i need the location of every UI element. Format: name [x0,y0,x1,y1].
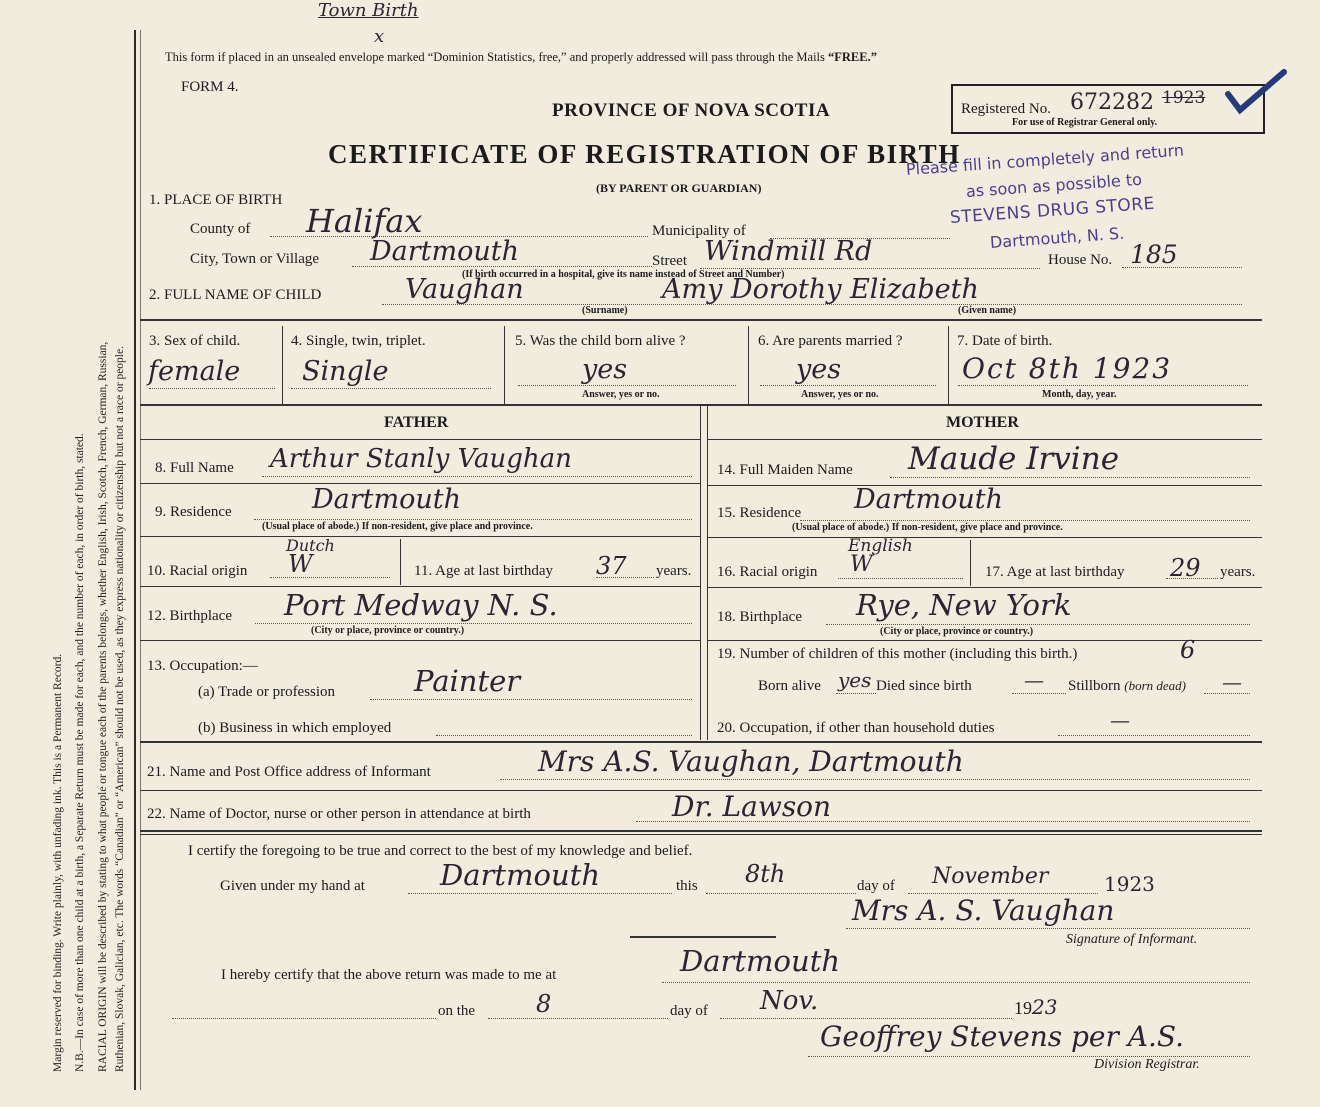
checkmark-icon [1222,66,1292,116]
mother-race-value: W [850,552,873,577]
mother-race-label: 16. Racial origin [717,564,818,580]
binding-margin-line-inner [140,30,141,1090]
registrar-signature-label: Division Registrar. [1094,1057,1200,1072]
county-value: Halifax [306,202,423,240]
father-birthplace-line [255,623,692,624]
street-label: Street [652,253,687,269]
registrar-place-value: Dartmouth [680,944,841,978]
margin-note-racial-origin-cont: Ruthenian, Slovak, Galician, etc. The words “Canadian” or “American” should not be used, as they express nationality or citizenship but not a race or people. [114,346,126,1072]
parents-center-divider-2 [707,406,708,740]
informant-signature-line [846,928,1250,929]
married-line [760,385,936,386]
sex-value: female [148,356,241,387]
father-residence-value: Dartmouth [312,484,461,515]
city-value: Dartmouth [370,236,519,267]
father-name-label: 8. Full Name [155,460,234,476]
date-of-birth-note: Month, day, year. [1042,389,1117,400]
registrar-signature: Geoffrey Stevens per A.S. [820,1020,1184,1053]
father-birthplace-value: Port Medway N. S. [284,588,558,622]
father-trade-line [370,699,692,700]
died-since-birth-label: Died since birth [876,678,972,694]
father-heading-rule [140,439,700,440]
mother-age-value: 29 [1170,554,1201,582]
street-value: Windmill Rd [704,236,873,267]
father-birthplace-note: (City or place, province or country.) [311,625,465,636]
mother-residence-label: 15. Residence [717,505,802,521]
father-birthplace-label: 12. Birthplace [147,608,232,624]
registered-number: 672282 [1070,90,1154,115]
born-alive-count-line [836,693,876,694]
mother-race-line [838,578,963,579]
father-residence-rule [140,536,700,537]
died-since-birth-line [1012,693,1066,694]
informant-signature-label: Signature of Informant. [1066,932,1198,947]
mother-birthplace-line [826,624,1250,625]
mother-children-label: 19. Number of children of this mother (including this birth.) [717,646,1078,662]
certificate-title: CERTIFICATE OF REGISTRATION OF BIRTH [328,139,961,169]
child-surname: Vaughan [405,274,524,305]
place-of-birth-heading: 1. PLACE OF BIRTH [149,192,283,208]
informant-value: Mrs A.S. Vaughan, Dartmouth [538,745,964,778]
rule-above-row3 [140,319,1262,321]
doctor-value: Dr. Lawson [672,790,832,823]
registrar-month-value: Nov. [760,986,819,1016]
single-label: 4. Single, twin, triplet. [291,333,426,349]
municipality-label: Municipality of [652,223,746,239]
mother-birthplace-value: Rye, New York [856,588,1072,622]
mother-race-divider [970,540,971,586]
margin-note-racial-origin: RACIAL ORIGIN will be described by stating to what people or tongue each of the parents belongs, whether English, Irish, Scotch, French, German, Russian, [97,341,109,1072]
county-label: County of [190,221,251,237]
date-of-birth-line [958,385,1248,386]
married-answer: yes [796,354,842,385]
hospital-note: (If birth occurred in a hospital, give its name instead of Street and Number) [462,269,785,280]
father-race-above: Dutch [286,536,335,555]
registrar-day-value: 8 [536,990,552,1018]
mother-birthplace-rule [708,640,1262,641]
born-alive-note: Answer, yes or no. [582,389,660,400]
mother-heading-rule [708,439,1262,440]
rule-below-doctor-2 [140,834,1262,835]
row3-divider-2 [504,326,505,404]
certify-day-line [706,893,856,894]
certificate-subtitle: (BY PARENT OR GUARDIAN) [596,181,762,195]
house-label: House No. [1048,252,1113,268]
father-name-value: Arthur Stanly Vaughan [270,444,572,474]
certify-dayof-label: day of [857,878,895,894]
born-alive-answer: yes [582,354,628,385]
row3-divider-3 [748,326,749,404]
father-residence-note: (Usual place of abode.) If non-resident, give place and province. [262,521,533,532]
father-race-divider [400,539,401,585]
rule-below-doctor-1 [140,830,1262,832]
mother-birthplace-label: 18. Birthplace [717,609,802,625]
registrar-left-line [172,1018,436,1019]
born-alive-line [518,385,736,386]
father-birthplace-rule [140,640,700,641]
registrar-year-prefix: 19 [1014,998,1032,1018]
row3-divider-1 [282,326,283,404]
mother-residence-note: (Usual place of abode.) If non-resident, give place and province. [792,522,1063,533]
binding-margin-line [134,30,136,1090]
sex-line [149,388,275,389]
child-given-name: Amy Dorothy Elizabeth [662,274,979,305]
stillborn-value: — [1222,670,1242,694]
certify-year: 1923 [1104,872,1155,896]
mother-years-label: years. [1220,564,1256,580]
registrar-dayof-label: day of [670,1003,708,1019]
registered-struck-number: 1923 [1162,88,1206,108]
mother-residence-rule [708,537,1262,538]
born-alive-count-value: yes [838,668,872,692]
town-birth-note: Town Birth [318,0,419,21]
date-of-birth-label: 7. Date of birth. [957,333,1053,349]
given-place-line [408,893,672,894]
stamp-line-1: Please fill in completely and return [905,140,1185,179]
doctor-label: 22. Name of Doctor, nurse or other person in attendance at birth [147,806,531,822]
mother-residence-value: Dartmouth [854,484,1003,515]
row3-divider-4 [948,326,949,404]
registered-note: For use of Registrar General only. [1012,117,1158,128]
certify-this-label: this [676,878,698,894]
rule-above-parents [140,404,1262,406]
mother-name-label: 14. Full Maiden Name [717,462,853,478]
form-number: FORM 4. [181,79,239,95]
x-mark: x [374,26,385,47]
postal-notice [165,50,877,65]
given-place-value: Dartmouth [440,858,601,892]
certify-day-value: 8th [745,860,786,888]
parents-center-divider [700,406,701,740]
postal-notice-text: This form if placed in an unsealed envelope marked “Dominion Statistics, free,” and properly addressed will pass through the Mails [165,50,829,64]
mother-residence-line [800,520,1250,521]
born-alive-question: 5. Was the child born alive ? [515,333,686,349]
stamp-line-3: STEVENS DRUG STORE [949,193,1156,228]
registrar-day-line [488,1018,668,1019]
father-race-value: W [288,550,313,578]
informant-signature: Mrs A. S. Vaughan [852,894,1115,927]
certify-statement: I certify the foregoing to be true and correct to the best of my knowledge and belief. [188,843,693,859]
registered-label: Registered No. [961,101,1051,117]
father-business-line [436,735,692,736]
short-divider [630,936,776,938]
margin-note-multiple-births: N.B.—In case of more than one child at a birth, a Separate Return must be made for each, and the number of each, in order of birth, stated. [74,433,86,1072]
single-line [291,388,491,389]
margin-note-binding: Margin reserved for binding. Write plainly, with unfading ink. This is a Permanent Record. [52,653,64,1072]
stamp-line-2: as soon as possible to [965,169,1143,201]
father-age-value: 37 [596,552,627,580]
died-since-birth-value: — [1024,668,1044,692]
mother-age-label: 17. Age at last birthday [985,564,1125,580]
father-residence-label: 9. Residence [155,504,232,520]
house-value: 185 [1130,240,1178,269]
informant-label: 21. Name and Post Office address of Informant [147,764,431,780]
mother-birthplace-note: (City or place, province or country.) [880,626,1034,637]
registrar-place-line [662,982,1250,983]
surname-note: (Surname) [582,305,628,316]
father-trade-label: (a) Trade or profession [198,684,336,700]
father-residence-line [254,519,692,520]
mother-occupation-label: 20. Occupation, if other than household duties [717,720,995,736]
registrar-month-line [720,1018,1012,1019]
married-note: Answer, yes or no. [801,389,879,400]
mother-name-line [890,477,1250,478]
city-label: City, Town or Village [190,251,320,267]
given-under-hand-label: Given under my hand at [220,878,365,894]
sex-label: 3. Sex of child. [149,333,241,349]
mother-heading: MOTHER [946,414,1019,431]
informant-line [500,779,1250,780]
father-business-label: (b) Business in which employed [198,720,392,736]
rule-below-parents [140,741,1262,743]
certify-month-value: November [932,864,1049,889]
born-alive-count-label: Born alive [758,678,821,694]
mother-occupation-value: — [1110,708,1130,732]
father-name-line [262,476,692,477]
father-race-rule [140,586,700,587]
postal-notice-free: “FREE.” [828,50,877,64]
registrar-onthe-label: on the [438,1003,476,1019]
father-age-label: 11. Age at last birthday [414,563,553,579]
single-value: Single [302,356,389,387]
father-heading: FATHER [384,414,449,431]
mother-children-value: 6 [1180,636,1196,664]
registrar-year [1014,995,1057,1019]
father-years-label: years. [656,563,692,579]
father-trade-value: Painter [414,664,521,698]
stillborn-note: (born dead) [1124,678,1187,693]
mother-race-above: English [848,536,913,556]
stamp-line-4: Dartmouth, N. S. [989,223,1125,252]
mother-name-value: Maude Irvine [908,441,1120,477]
given-name-note: (Given name) [958,305,1017,316]
date-of-birth-value: Oct 8th 1923 [962,352,1173,385]
province-heading: PROVINCE OF NOVA SCOTIA [552,100,831,121]
father-race-label: 10. Racial origin [147,563,248,579]
stillborn-label [1068,678,1186,695]
stillborn-label-text: Stillborn [1068,678,1121,694]
married-question: 6. Are parents married ? [758,333,903,349]
child-name-label: 2. FULL NAME OF CHILD [149,287,322,303]
mother-occupation-line [1058,735,1250,736]
registrar-year-suffix: 23 [1032,995,1058,1019]
registrar-statement: I hereby certify that the above return was made to me at [221,967,557,983]
father-occupation-label: 13. Occupation:— [147,658,258,674]
